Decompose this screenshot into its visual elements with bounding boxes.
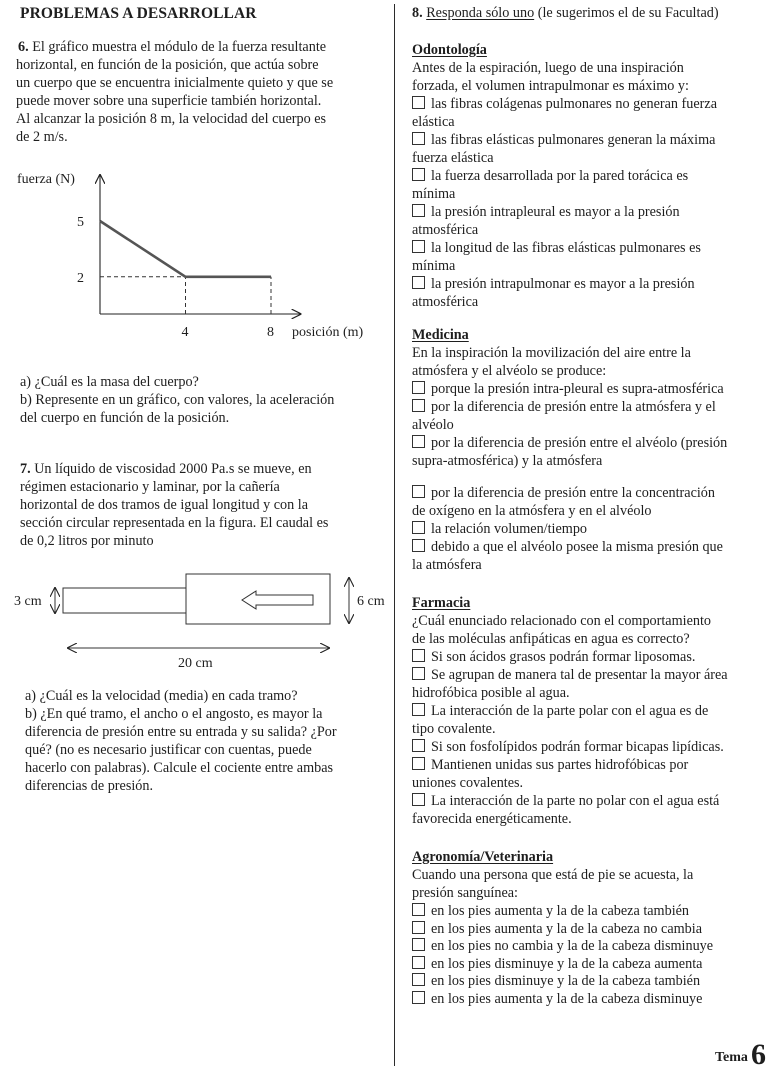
answer-option-text: Mantienen unidas sus partes hidrofóbicas por xyxy=(431,757,689,773)
answer-option-text: la presión intrapulmonar es mayor a la presión xyxy=(431,276,695,292)
answer-checkbox[interactable] xyxy=(412,485,425,498)
answer-checkbox[interactable] xyxy=(412,96,425,109)
problem-6-number: 6. xyxy=(18,39,29,55)
answer-option-text: por la diferencia de presión entre el alvéolo (presión xyxy=(431,435,728,451)
answer-checkbox[interactable] xyxy=(412,381,425,394)
answer-option-line[interactable] xyxy=(412,703,708,720)
answer-checkbox[interactable] xyxy=(412,399,425,412)
problem-6-line-1: 6. El gráfico muestra el módulo de la fuerza resultante xyxy=(18,39,327,55)
answer-option-line[interactable] xyxy=(412,276,695,293)
section-prompt: atmósfera y el alvéolo se produce: xyxy=(412,363,607,379)
answer-option-line[interactable] xyxy=(412,649,695,666)
problem-6-line-5: Al alcanzar la posición 8 m, la velocidad del cuerpo es xyxy=(16,111,327,127)
answer-option-text: porque la presión intra-pleural es supra-atmosférica xyxy=(431,381,724,397)
x-axis-label: posición (m) xyxy=(292,325,364,340)
problem-7-line-3: horizontal de dos tramos de igual longitud y con la xyxy=(20,497,309,513)
answer-option-line[interactable] xyxy=(412,921,702,938)
answer-checkbox[interactable] xyxy=(412,703,425,716)
problem-6-question-a: a) ¿Cuál es la masa del cuerpo? xyxy=(20,374,199,390)
answer-checkbox[interactable] xyxy=(412,903,425,916)
y-tick-label: 5 xyxy=(77,215,84,230)
force-position-chart xyxy=(0,160,390,360)
answer-option-text: de oxígeno en la atmósfera y en el alvéolo xyxy=(412,503,652,519)
answer-checkbox[interactable] xyxy=(412,739,425,752)
wide-pipe-section xyxy=(186,574,330,624)
answer-option-continuation xyxy=(412,721,496,738)
answer-option-continuation xyxy=(412,811,572,828)
answer-option-text: la relación volumen/tiempo xyxy=(431,521,588,537)
answer-option-text: hidrofóbica posible al agua. xyxy=(412,685,570,701)
answer-checkbox[interactable] xyxy=(412,667,425,680)
answer-option-text: favorecida energéticamente. xyxy=(412,811,572,827)
answer-option-text: Si son ácidos grasos podrán formar liposomas. xyxy=(431,649,696,665)
answer-option-line[interactable] xyxy=(412,793,719,810)
answer-option-text: La interacción de la parte polar con el agua es de xyxy=(431,703,709,719)
problem-7-question-b-4: hacerlo con palabras). Calcule el cociente entre ambas xyxy=(25,760,334,776)
y-tick-label: 2 xyxy=(77,270,84,286)
answer-option-text: en los pies disminuye y la de la cabeza también xyxy=(431,973,701,989)
section-prompt: Cuando una persona que está de pie se acuesta, la xyxy=(412,867,694,883)
answer-option-continuation xyxy=(412,417,454,434)
problem-8-note: (le sugerimos el de su Facultad) xyxy=(534,5,719,21)
answer-option-text: Si son fosfolípidos podrán formar bicapas lipídicas. xyxy=(431,739,724,755)
answer-checkbox[interactable] xyxy=(412,204,425,217)
problem-7-number: 7. xyxy=(20,461,31,477)
answer-option-text: la fuerza desarrollada por la pared torácica es xyxy=(431,168,689,184)
answer-option-continuation xyxy=(412,114,455,131)
series-line-fuerza xyxy=(100,221,271,277)
answer-option-line[interactable] xyxy=(412,96,717,113)
narrow-pipe-section xyxy=(63,588,186,613)
answer-checkbox[interactable] xyxy=(412,649,425,662)
answer-option-text: atmosférica xyxy=(412,222,479,238)
problem-8-header xyxy=(412,5,719,22)
problem-6-question-b-cont: del cuerpo en función de la posición. xyxy=(20,410,230,426)
answer-option-continuation xyxy=(412,503,652,520)
answer-option-line[interactable] xyxy=(412,381,724,398)
page-footer xyxy=(715,1038,766,1072)
answer-checkbox[interactable] xyxy=(412,276,425,289)
answer-option-text: alvéolo xyxy=(412,417,454,433)
answer-option-line[interactable] xyxy=(412,973,700,990)
answer-option-line[interactable] xyxy=(412,739,724,756)
answer-option-line[interactable] xyxy=(412,539,723,556)
section-heading: PROBLEMAS A DESARROLLAR xyxy=(20,5,257,22)
answer-option-line[interactable] xyxy=(412,903,689,920)
answer-option-line[interactable] xyxy=(412,132,715,149)
narrow-diameter-label: 3 cm xyxy=(14,594,42,609)
answer-checkbox[interactable] xyxy=(412,757,425,770)
problem-8-number: 8. xyxy=(412,5,423,21)
section-title: Odontología xyxy=(412,42,487,58)
answer-option-text: La interacción de la parte no polar con el agua está xyxy=(431,793,720,809)
answer-option-line[interactable] xyxy=(412,667,728,684)
answer-checkbox[interactable] xyxy=(412,973,425,986)
answer-checkbox[interactable] xyxy=(412,793,425,806)
answer-checkbox[interactable] xyxy=(412,921,425,934)
answer-checkbox[interactable] xyxy=(412,991,425,1004)
problem-7-line-5: de 0,2 litros por minuto xyxy=(20,533,154,549)
answer-option-text: uniones covalentes. xyxy=(412,775,524,791)
problem-7-line-1: 7. Un líquido de viscosidad 2000 Pa.s se mueve, en xyxy=(20,461,312,477)
answer-option-text: la atmósfera xyxy=(412,557,482,573)
section-title: Medicina xyxy=(412,327,469,343)
answer-option-line[interactable] xyxy=(412,435,727,452)
section-prompt: forzada, el volumen intrapulmonar es máximo y: xyxy=(412,78,689,94)
answer-checkbox[interactable] xyxy=(412,168,425,181)
answer-checkbox[interactable] xyxy=(412,938,425,951)
answer-option-text: por la diferencia de presión entre la atmósfera y el xyxy=(431,399,716,415)
answer-option-text: fuerza elástica xyxy=(412,150,494,166)
answer-option-text: en los pies disminuye y la de la cabeza aumenta xyxy=(431,955,703,972)
problem-7-question-b: b) ¿En qué tramo, el ancho o el angosto, es mayor la xyxy=(25,706,323,722)
section-prompt: ¿Cuál enunciado relacionado con el comportamiento xyxy=(412,613,712,629)
section-prompt: de las moléculas anfipáticas en agua es correcto? xyxy=(412,631,690,647)
answer-checkbox[interactable] xyxy=(412,240,425,253)
answer-option-text: mínima xyxy=(412,186,456,202)
problem-7-line-4: sección circular representada en la figura. El caudal es xyxy=(20,515,329,531)
problem-6-line-3: un cuerpo que se encuentra inicialmente quieto y que se xyxy=(16,75,334,91)
answer-option-line[interactable] xyxy=(412,399,716,416)
answer-checkbox[interactable] xyxy=(412,956,425,969)
footer-number: 6 xyxy=(750,1038,766,1071)
section-title: Farmacia xyxy=(412,595,471,611)
wide-diameter-label: 6 cm xyxy=(357,594,385,609)
answer-option-text: la longitud de las fibras elásticas pulmonares es xyxy=(431,240,701,256)
x-tick-label: 4 xyxy=(181,325,189,340)
problem-8-instruction: Responda sólo uno xyxy=(426,5,535,21)
answer-option-text: en los pies aumenta y la de la cabeza también xyxy=(431,903,690,919)
answer-option-text: por la diferencia de presión entre la concentración xyxy=(431,485,715,501)
answer-option-line[interactable] xyxy=(412,521,587,538)
answer-option-continuation xyxy=(412,453,602,470)
answer-option-text: elástica xyxy=(412,114,455,130)
answer-option-line[interactable] xyxy=(412,991,702,1008)
answer-option-continuation xyxy=(412,775,523,792)
answer-option-text: tipo covalente. xyxy=(412,721,496,737)
problem-7-question-b-5: diferencias de presión. xyxy=(25,778,154,794)
length-label: 20 cm xyxy=(178,656,213,671)
answer-option-line[interactable] xyxy=(412,485,715,502)
answer-option-text: las fibras colágenas pulmonares no generan fuerza xyxy=(431,96,717,112)
answer-option-line[interactable] xyxy=(412,204,680,221)
problem-7-question-b-3: qué? (no es necesario justificar con cuentas, puede xyxy=(25,742,312,758)
answer-option-text: en los pies no cambia y la de la cabeza disminuye xyxy=(431,938,714,954)
section-prompt: En la inspiración la movilización del aire entre la xyxy=(412,345,691,361)
answer-checkbox[interactable] xyxy=(412,539,425,552)
pipe-figure xyxy=(0,555,395,675)
answer-option-continuation xyxy=(412,222,478,239)
answer-option-continuation xyxy=(412,150,494,167)
answer-checkbox[interactable] xyxy=(412,435,425,448)
answer-option-continuation xyxy=(412,557,482,574)
answer-option-text: en los pies aumenta y la de la cabeza disminuye xyxy=(431,990,703,1007)
answer-option-text: atmosférica xyxy=(412,294,479,310)
answer-option-line[interactable] xyxy=(412,956,702,973)
answer-option-text: mínima xyxy=(412,258,456,274)
answer-checkbox[interactable] xyxy=(412,132,425,145)
problem-6-line-2: horizontal, en función de la posición, que actúa sobre xyxy=(16,57,319,73)
problem-6-line-6: de 2 m/s. xyxy=(16,129,68,145)
section-prompt: presión sanguínea: xyxy=(412,885,518,901)
answer-option-continuation xyxy=(412,186,455,203)
column-divider xyxy=(394,4,395,1066)
problem-7-question-b-2: diferencia de presión entre su entrada y su salida? ¿Por xyxy=(25,724,337,740)
problem-6-question-b: b) Represente en un gráfico, con valores, la aceleración xyxy=(20,392,335,408)
x-tick-label: 8 xyxy=(267,325,274,340)
answer-option-line[interactable] xyxy=(412,240,701,257)
answer-option-text: debido a que el alvéolo posee la misma presión que xyxy=(431,539,723,555)
answer-option-text: en los pies aumenta y la de la cabeza no cambia xyxy=(431,920,703,937)
answer-option-text: Se agrupan de manera tal de presentar la mayor área xyxy=(431,667,728,683)
y-axis-label: fuerza (N) xyxy=(17,172,75,187)
answer-checkbox[interactable] xyxy=(412,521,425,534)
section-prompt: Antes de la espiración, luego de una inspiración xyxy=(412,60,684,76)
answer-option-line[interactable] xyxy=(412,938,713,955)
answer-option-text: las fibras elásticas pulmonares generan la máxima xyxy=(431,132,716,148)
answer-option-continuation xyxy=(412,294,478,311)
problem-7-question-a: a) ¿Cuál es la velocidad (media) en cada tramo? xyxy=(25,688,298,704)
answer-option-continuation xyxy=(412,685,570,702)
answer-option-continuation xyxy=(412,258,455,275)
problem-6-line-4: puede mover sobre una superficie también horizontal. xyxy=(16,93,322,109)
footer-label: Tema xyxy=(715,1050,748,1065)
answer-option-line[interactable] xyxy=(412,757,688,774)
problem-7-line-2: régimen estacionario y laminar, por la cañería xyxy=(20,479,280,495)
answer-option-line[interactable] xyxy=(412,168,688,185)
answer-option-text: la presión intrapleural es mayor a la presión xyxy=(431,204,680,220)
answer-option-text: supra-atmosférica) y la atmósfera xyxy=(412,453,603,469)
section-title: Agronomía/Veterinaria xyxy=(412,849,554,865)
